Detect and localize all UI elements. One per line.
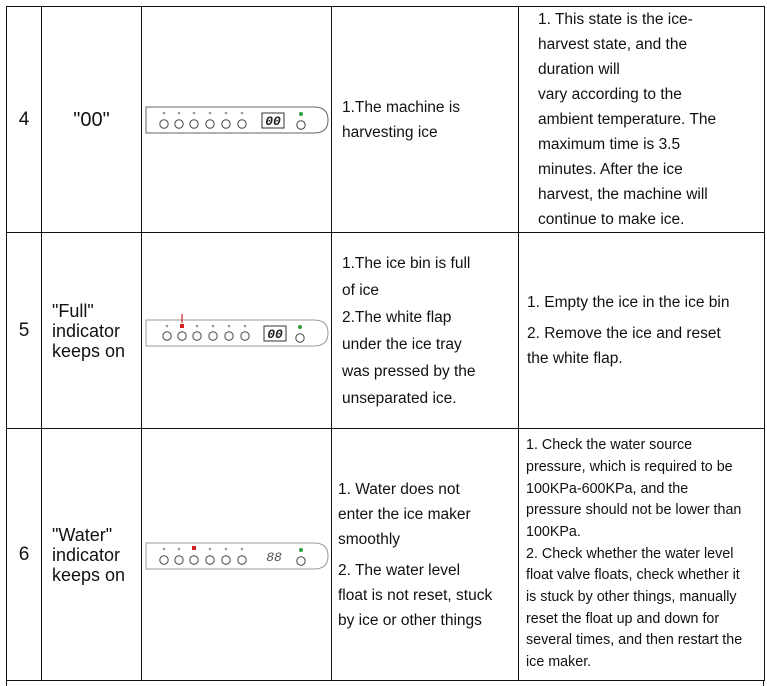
solution-line: ice maker. (526, 654, 592, 671)
control-panel-image (142, 7, 332, 233)
solution-line: is stuck by other things, manually (526, 589, 737, 606)
solution-cell (519, 233, 765, 429)
solution-line: 1. Check the water source (526, 437, 693, 454)
row-number: 4 (7, 7, 42, 233)
power-led-green (299, 548, 303, 552)
row-number: 6 (7, 429, 42, 681)
reason-line: enter the ice maker (338, 505, 471, 523)
fault-code: "00" (42, 7, 142, 233)
reason-line: was pressed by the (342, 362, 476, 380)
solution-line: maximum time is 3.5 (538, 136, 681, 153)
power-led-green (298, 325, 302, 329)
full-led-red (180, 324, 184, 328)
reason-text: 1.The machine is harvesting ice (342, 98, 461, 141)
solution-line: pressure, which is required to be (526, 458, 733, 475)
next-row-edge (6, 680, 764, 686)
digit-display: 88 (265, 549, 282, 565)
fault-code-line: indicator (52, 544, 121, 565)
fault-table (6, 6, 765, 681)
reason-cell (332, 7, 519, 233)
control-panel-illustration (144, 105, 330, 135)
solution-line: minutes. After the ice (538, 161, 683, 178)
fault-code-line: keeps on (52, 564, 126, 585)
reason-cell (332, 233, 519, 429)
table-row (7, 233, 765, 429)
fault-code-line: "Full" (52, 300, 94, 321)
solution-line: 1. Empty the ice in the ice bin (527, 294, 730, 311)
solution-line: the white flap. (527, 350, 623, 367)
power-led-green (299, 112, 303, 116)
reason-line: smoothly (338, 530, 401, 548)
control-panel-image (142, 429, 332, 681)
solution-line: pressure should not be lower than (526, 502, 742, 519)
fault-code-line: keeps on (52, 340, 126, 361)
solution-line: vary according to the (538, 86, 682, 103)
solution-line: 100KPa. (526, 523, 581, 540)
row-number: 5 (7, 233, 42, 429)
solution-line: float valve floats, check whether it (526, 567, 740, 584)
fault-code-line: indicator (52, 320, 121, 341)
reason-line: 2.The white flap (342, 308, 452, 326)
solution-line: harvest, the machine will (538, 186, 708, 203)
solution-line: duration will (538, 61, 620, 78)
reason-cell (332, 429, 519, 681)
solution-line: 2. Remove the ice and reset (527, 325, 721, 342)
reason-line: 1.The ice bin is full (342, 254, 471, 272)
control-panel-illustration (144, 539, 330, 571)
solution-line: 2. Check whether the water level (526, 545, 734, 562)
reason-line: 2. The water level (338, 561, 461, 579)
reason-line: of ice (342, 281, 380, 299)
solution-line: harvest state, and the (538, 36, 688, 53)
solution-cell (519, 7, 765, 233)
digit-display: 00 (264, 113, 281, 129)
digit-display: 00 (266, 326, 283, 342)
solution-line: 100KPa-600KPa, and the (526, 480, 689, 497)
table-row (7, 7, 765, 233)
fault-code (42, 429, 142, 681)
solution-line: reset the float up and down for (526, 610, 720, 627)
control-panel-image (142, 233, 332, 429)
reason-line: 1. Water does not (338, 480, 460, 498)
control-panel-illustration (144, 314, 330, 348)
table-row (7, 429, 765, 681)
reason-line: float is not reset, stuck (338, 586, 493, 604)
solution-line: continue to make ice. (538, 211, 685, 228)
reason-line: unseparated ice. (342, 389, 457, 407)
solution-line: 1. This state is the ice- (538, 11, 693, 28)
reason-line: by ice or other things (338, 611, 482, 629)
reason-line: under the ice tray (342, 335, 462, 353)
fault-code (42, 233, 142, 429)
water-led-red (192, 546, 196, 550)
solution-line: several times, and then restart the (526, 632, 743, 649)
fault-code-line: "Water" (52, 524, 113, 545)
solution-cell (519, 429, 765, 681)
solution-line: ambient temperature. The (538, 111, 717, 128)
